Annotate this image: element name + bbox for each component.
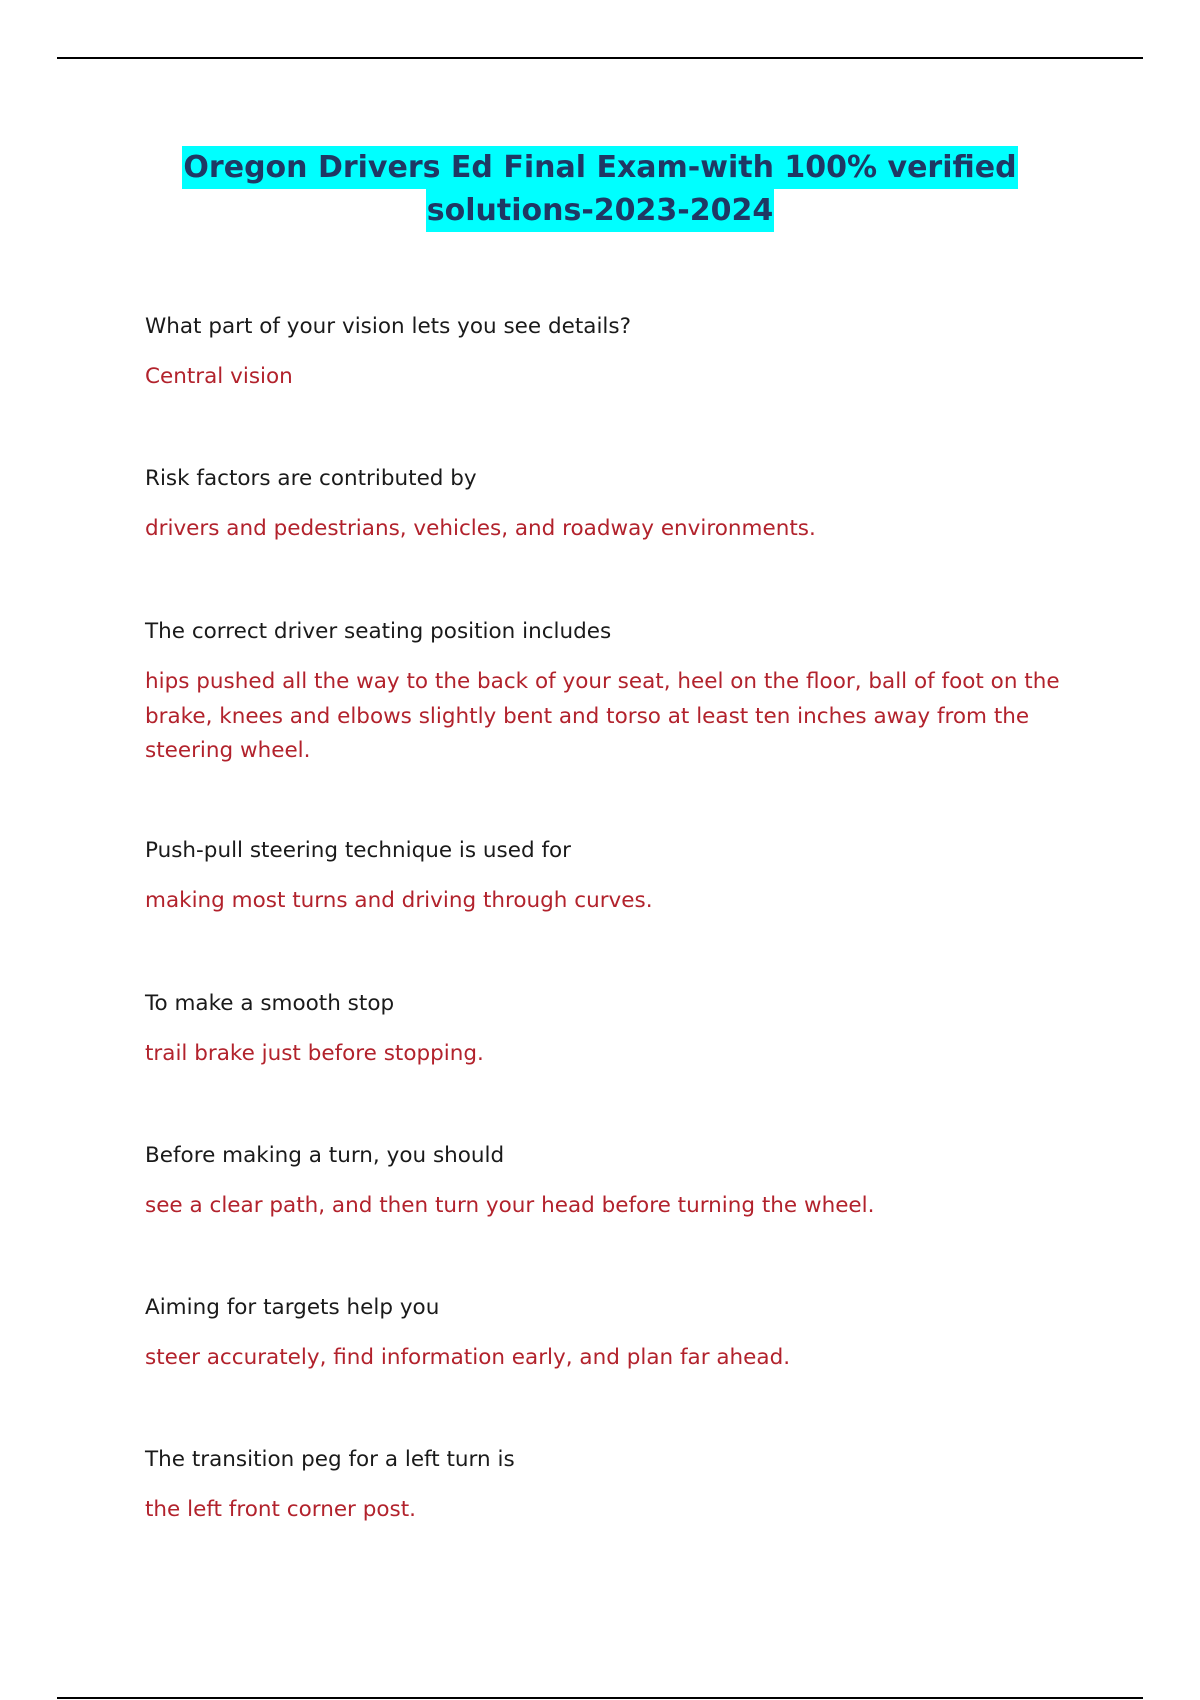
question-text: To make a smooth stop (145, 991, 395, 1016)
question-text: The correct driver seating position includes (145, 619, 612, 644)
answer-line: brake, knees and elbows slightly bent and torso at least ten inches away from the (145, 703, 1030, 729)
answer-line: hips pushed all the way to the back of your seat, heel on the floor, ball of foot on the (145, 669, 1060, 694)
question-text: Push-pull steering technique is used for (145, 838, 572, 863)
answer-text: see a clear path, and then turn your head before turning the wheel. (145, 1193, 875, 1218)
answer-text: drivers and pedestrians, vehicles, and roadway environments. (145, 516, 816, 541)
question-text: Before making a turn, you should (145, 1143, 505, 1168)
question-text: The transition peg for a left turn is (145, 1447, 515, 1472)
qa-item (145, 1443, 1075, 1528)
answer-text: the left front corner post. (145, 1497, 416, 1522)
title-line-2: solutions-2023-2024 (426, 189, 774, 232)
question-text: What part of your vision lets you see details? (145, 314, 632, 339)
qa-item (145, 462, 1075, 547)
answer-text: steer accurately, find information early, and plan far ahead. (145, 1345, 791, 1370)
qa-item (145, 834, 1075, 919)
question-text: Risk factors are contributed by (145, 466, 477, 491)
qa-item (145, 615, 1075, 769)
title-line-1: Oregon Drivers Ed Final Exam-with 100% verified (182, 146, 1017, 189)
answer-text (145, 665, 1075, 769)
document-title (0, 146, 1200, 232)
answer-text: making most turns and driving through curves. (145, 888, 653, 913)
qa-item (145, 987, 1075, 1072)
qa-item (145, 1291, 1075, 1376)
qa-item (145, 310, 1075, 395)
footer-rule (57, 1697, 1143, 1699)
answer-line: steering wheel. (145, 738, 311, 763)
header-rule (57, 57, 1143, 59)
question-text: Aiming for targets help you (145, 1295, 440, 1320)
answer-text: trail brake just before stopping. (145, 1041, 484, 1066)
qa-item (145, 1139, 1075, 1224)
answer-text: Central vision (145, 364, 293, 389)
